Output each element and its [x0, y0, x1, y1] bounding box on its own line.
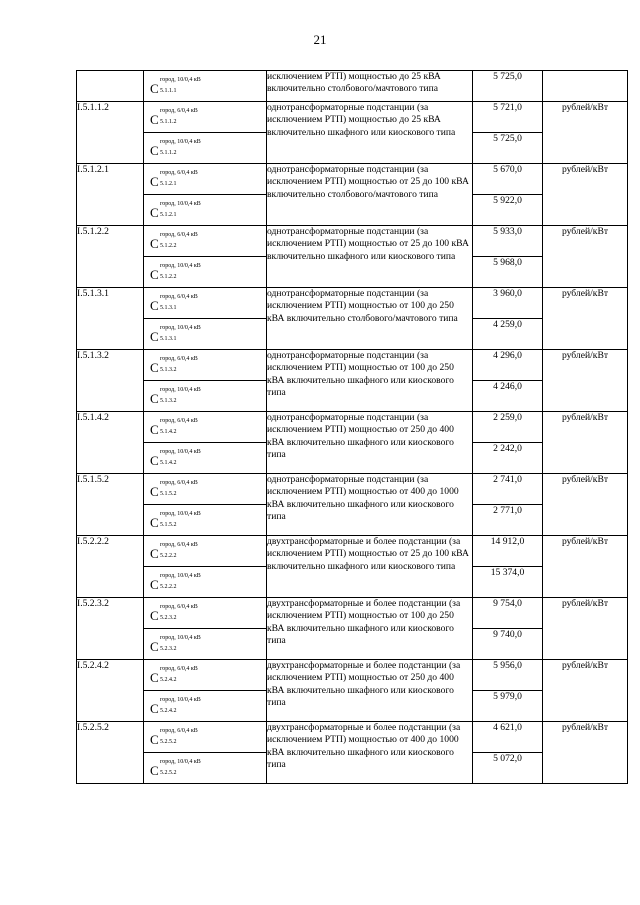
- rate-symbol: C город, 10/0,4 кВ 5.1.3.2: [150, 387, 201, 406]
- table-row: [77, 474, 628, 505]
- rate-symbol-cell: [144, 629, 267, 660]
- description-cell: двухтрансформаторные и более подстанции (за исключением РТП) мощностью от 25 до 100 кВА включительно шкафного или киоскового типа: [267, 536, 473, 598]
- rate-symbol-sub: 5.1.3.1: [160, 305, 177, 311]
- rate-symbol-sup: город, 6/0,4 кВ: [160, 542, 198, 548]
- code-cell: I.5.2.5.2: [77, 722, 144, 784]
- unit-cell: рублей/кВт: [543, 412, 628, 474]
- description-cell: однотрансформаторные подстанции (за исключением РТП) мощностью от 400 до 1000 кВА включительно шкафного или киоскового типа: [267, 474, 473, 536]
- value-cell: 5 721,0: [473, 102, 543, 133]
- table-row: [77, 598, 628, 629]
- rate-symbol: C город, 10/0,4 кВ 5.1.2.1: [150, 201, 201, 220]
- value-cell: 4 296,0: [473, 350, 543, 381]
- rate-symbol-sub: 5.2.5.2: [160, 770, 177, 776]
- value-cell: 5 922,0: [473, 195, 543, 226]
- rate-symbol: C город, 6/0,4 кВ 5.2.3.2: [150, 604, 198, 623]
- rate-symbol-sup: город, 6/0,4 кВ: [160, 666, 198, 672]
- rate-symbol-sub: 5.2.4.2: [160, 677, 177, 683]
- rate-symbol: C город, 10/0,4 кВ 5.2.4.2: [150, 697, 201, 716]
- rate-symbol-cell: [144, 319, 267, 350]
- rate-symbol-sup: город, 6/0,4 кВ: [160, 604, 198, 610]
- unit-cell: рублей/кВт: [543, 164, 628, 226]
- tariff-table: [76, 70, 628, 784]
- rate-symbol: C город, 10/0,4 кВ 5.1.2.2: [150, 263, 201, 282]
- unit-cell: [543, 71, 628, 102]
- rate-symbol-sup: город, 10/0,4 кВ: [160, 449, 201, 455]
- description-cell: однотрансформаторные подстанции (за исключением РТП) мощностью от 25 до 100 кВА включительно шкафного или киоскового типа: [267, 226, 473, 288]
- rate-symbol: C город, 6/0,4 кВ 5.1.4.2: [150, 418, 198, 437]
- rate-symbol-cell: [144, 598, 267, 629]
- rate-symbol: C город, 6/0,4 кВ 5.1.3.1: [150, 294, 198, 313]
- rate-symbol-cell: [144, 381, 267, 412]
- rate-symbol-cell: [144, 753, 267, 784]
- rate-symbol: C город, 10/0,4 кВ 5.2.2.2: [150, 573, 201, 592]
- rate-symbol-sub: 5.1.3.2: [160, 398, 177, 404]
- table-row: [77, 226, 628, 257]
- rate-symbol: C город, 6/0,4 кВ 5.1.2.1: [150, 170, 198, 189]
- rate-symbol-sub: 5.2.2.2: [160, 584, 177, 590]
- value-cell: 4 621,0: [473, 722, 543, 753]
- rate-symbol-sub: 5.2.3.2: [160, 615, 177, 621]
- value-cell: 15 374,0: [473, 567, 543, 598]
- value-cell: 5 968,0: [473, 257, 543, 288]
- rate-symbol-sup: город, 6/0,4 кВ: [160, 356, 198, 362]
- code-cell: I.5.1.3.2: [77, 350, 144, 412]
- description-cell: двухтрансформаторные и более подстанции (за исключением РТП) мощностью от 250 до 400 кВА включительно шкафного или киоскового типа: [267, 660, 473, 722]
- value-cell: 14 912,0: [473, 536, 543, 567]
- code-cell: I.5.1.4.2: [77, 412, 144, 474]
- rate-symbol: C город, 10/0,4 кВ 5.1.1.1: [150, 77, 201, 96]
- rate-symbol-sub: 5.1.2.1: [160, 212, 177, 218]
- rate-symbol-sup: город, 10/0,4 кВ: [160, 759, 201, 765]
- value-cell: 4 259,0: [473, 319, 543, 350]
- rate-symbol-sub: 5.1.5.2: [160, 491, 177, 497]
- rate-symbol: C город, 6/0,4 кВ 5.1.1.2: [150, 108, 198, 127]
- rate-symbol: C город, 10/0,4 кВ 5.1.4.2: [150, 449, 201, 468]
- rate-symbol-cell: [144, 536, 267, 567]
- rate-symbol-sup: город, 10/0,4 кВ: [160, 697, 201, 703]
- rate-symbol: C город, 6/0,4 кВ 5.1.5.2: [150, 480, 198, 499]
- unit-cell: рублей/кВт: [543, 536, 628, 598]
- rate-symbol: C город, 10/0,4 кВ 5.2.3.2: [150, 635, 201, 654]
- rate-symbol-sup: город, 6/0,4 кВ: [160, 170, 198, 176]
- rate-symbol-cell: [144, 505, 267, 536]
- table-row: [77, 288, 628, 319]
- unit-cell: рублей/кВт: [543, 226, 628, 288]
- value-cell: 5 725,0: [473, 71, 543, 102]
- code-cell: I.5.1.1.2: [77, 102, 144, 164]
- rate-symbol-cell: [144, 474, 267, 505]
- value-cell: 2 242,0: [473, 443, 543, 474]
- value-cell: 5 072,0: [473, 753, 543, 784]
- table-row: [77, 164, 628, 195]
- rate-symbol-sub: 5.1.4.2: [160, 429, 177, 435]
- rate-symbol-sup: город, 10/0,4 кВ: [160, 325, 201, 331]
- code-cell: I.5.1.3.1: [77, 288, 144, 350]
- rate-symbol-sub: 5.1.3.2: [160, 367, 177, 373]
- rate-symbol-sub: 5.2.3.2: [160, 646, 177, 652]
- rate-symbol-sub: 5.2.2.2: [160, 553, 177, 559]
- rate-symbol-sup: город, 10/0,4 кВ: [160, 201, 201, 207]
- rate-symbol-sup: город, 10/0,4 кВ: [160, 139, 201, 145]
- rate-symbol-sup: город, 6/0,4 кВ: [160, 728, 198, 734]
- description-cell: однотрансформаторные подстанции (за исключением РТП) мощностью от 100 до 250 кВА включительно столбового/мачтового типа: [267, 288, 473, 350]
- unit-cell: рублей/кВт: [543, 350, 628, 412]
- table-row: [77, 660, 628, 691]
- rate-symbol-sub: 5.1.3.1: [160, 336, 177, 342]
- rate-symbol-cell: [144, 350, 267, 381]
- table-row: [77, 722, 628, 753]
- code-cell: I.5.1.2.1: [77, 164, 144, 226]
- rate-symbol-cell: [144, 567, 267, 598]
- rate-symbol-sup: город, 6/0,4 кВ: [160, 480, 198, 486]
- rate-symbol-sub: 5.1.2.2: [160, 274, 177, 280]
- rate-symbol-cell: [144, 102, 267, 133]
- description-cell: однотрансформаторные подстанции (за исключением РТП) мощностью до 25 кВА включительно шкафного или киоскового типа: [267, 102, 473, 164]
- rate-symbol: C город, 6/0,4 кВ 5.2.2.2: [150, 542, 198, 561]
- rate-symbol-sub: 5.1.1.2: [160, 150, 177, 156]
- rate-symbol-cell: [144, 257, 267, 288]
- rate-symbol-sub: 5.1.2.1: [160, 181, 177, 187]
- rate-symbol: C город, 10/0,4 кВ 5.2.5.2: [150, 759, 201, 778]
- rate-symbol-sub: 5.2.4.2: [160, 708, 177, 714]
- code-cell: I.5.2.3.2: [77, 598, 144, 660]
- value-cell: 3 960,0: [473, 288, 543, 319]
- value-cell: 5 670,0: [473, 164, 543, 195]
- value-cell: 9 740,0: [473, 629, 543, 660]
- rate-symbol-cell: [144, 195, 267, 226]
- rate-symbol-cell: [144, 412, 267, 443]
- value-cell: 5 979,0: [473, 691, 543, 722]
- unit-cell: рублей/кВт: [543, 474, 628, 536]
- code-cell: I.5.1.2.2: [77, 226, 144, 288]
- rate-symbol-sub: 5.1.5.2: [160, 522, 177, 528]
- rate-symbol-cell: [144, 226, 267, 257]
- rate-symbol-sup: город, 10/0,4 кВ: [160, 263, 201, 269]
- description-cell: однотрансформаторные подстанции (за исключением РТП) мощностью от 25 до 100 кВА включительно столбового/мачтового типа: [267, 164, 473, 226]
- unit-cell: рублей/кВт: [543, 598, 628, 660]
- rate-symbol: C город, 10/0,4 кВ 5.1.3.1: [150, 325, 201, 344]
- rate-symbol: C город, 6/0,4 кВ 5.1.3.2: [150, 356, 198, 375]
- unit-cell: рублей/кВт: [543, 102, 628, 164]
- table-row: [77, 536, 628, 567]
- rate-symbol-sup: город, 10/0,4 кВ: [160, 635, 201, 641]
- table-row: [77, 102, 628, 133]
- rate-symbol: C город, 6/0,4 кВ 5.2.5.2: [150, 728, 198, 747]
- rate-symbol-sup: город, 10/0,4 кВ: [160, 511, 201, 517]
- unit-cell: рублей/кВт: [543, 660, 628, 722]
- rate-symbol-cell: [144, 691, 267, 722]
- code-cell: I.5.2.4.2: [77, 660, 144, 722]
- table-row: [77, 350, 628, 381]
- rate-symbol-sub: 5.1.1.2: [160, 119, 177, 125]
- rate-symbol-cell: [144, 443, 267, 474]
- rate-symbol-sub: 5.2.5.2: [160, 739, 177, 745]
- code-cell: I.5.2.2.2: [77, 536, 144, 598]
- description-cell: двухтрансформаторные и более подстанции (за исключением РТП) мощностью от 100 до 250 кВА включительно шкафного или киоскового типа: [267, 598, 473, 660]
- rate-symbol-sup: город, 6/0,4 кВ: [160, 232, 198, 238]
- unit-cell: рублей/кВт: [543, 288, 628, 350]
- rate-symbol-cell: [144, 164, 267, 195]
- table-row: [77, 412, 628, 443]
- rate-symbol: C город, 10/0,4 кВ 5.1.1.2: [150, 139, 201, 158]
- description-cell: однотрансформаторные подстанции (за исключением РТП) мощностью от 250 до 400 кВА включительно шкафного или киоскового типа: [267, 412, 473, 474]
- value-cell: 5 956,0: [473, 660, 543, 691]
- rate-symbol-sup: город, 10/0,4 кВ: [160, 77, 201, 83]
- description-cell: однотрансформаторные подстанции (за исключением РТП) мощностью от 100 до 250 кВА включительно шкафного или киоскового типа: [267, 350, 473, 412]
- value-cell: 2 771,0: [473, 505, 543, 536]
- page-number: 21: [313, 32, 327, 47]
- rate-symbol-cell: [144, 660, 267, 691]
- unit-cell: рублей/кВт: [543, 722, 628, 784]
- rate-symbol-cell: [144, 71, 267, 102]
- rate-symbol-sup: город, 10/0,4 кВ: [160, 573, 201, 579]
- rate-symbol-sup: город, 6/0,4 кВ: [160, 294, 198, 300]
- code-cell: I.5.1.5.2: [77, 474, 144, 536]
- rate-symbol-sub: 5.1.1.1: [160, 88, 177, 94]
- rate-symbol: C город, 10/0,4 кВ 5.1.5.2: [150, 511, 201, 530]
- rate-symbol: C город, 6/0,4 кВ 5.1.2.2: [150, 232, 198, 251]
- value-cell: 4 246,0: [473, 381, 543, 412]
- description-cell: двухтрансформаторные и более подстанции (за исключением РТП) мощностью от 400 до 1000 кВА включительно шкафного или киоскового типа: [267, 722, 473, 784]
- rate-symbol-cell: [144, 288, 267, 319]
- table-row: [77, 71, 628, 102]
- rate-symbol-sup: город, 6/0,4 кВ: [160, 108, 198, 114]
- rate-symbol-cell: [144, 722, 267, 753]
- rate-symbol-sup: город, 6/0,4 кВ: [160, 418, 198, 424]
- value-cell: 2 741,0: [473, 474, 543, 505]
- rate-symbol-cell: [144, 133, 267, 164]
- rate-symbol-sup: город, 10/0,4 кВ: [160, 387, 201, 393]
- value-cell: 5 933,0: [473, 226, 543, 257]
- description-cell: исключением РТП) мощностью до 25 кВА включительно столбового/мачтового типа: [267, 71, 473, 102]
- rate-symbol-sub: 5.1.4.2: [160, 460, 177, 466]
- value-cell: 2 259,0: [473, 412, 543, 443]
- value-cell: 5 725,0: [473, 133, 543, 164]
- rate-symbol-sub: 5.1.2.2: [160, 243, 177, 249]
- code-cell: [77, 71, 144, 102]
- value-cell: 9 754,0: [473, 598, 543, 629]
- rate-symbol: C город, 6/0,4 кВ 5.2.4.2: [150, 666, 198, 685]
